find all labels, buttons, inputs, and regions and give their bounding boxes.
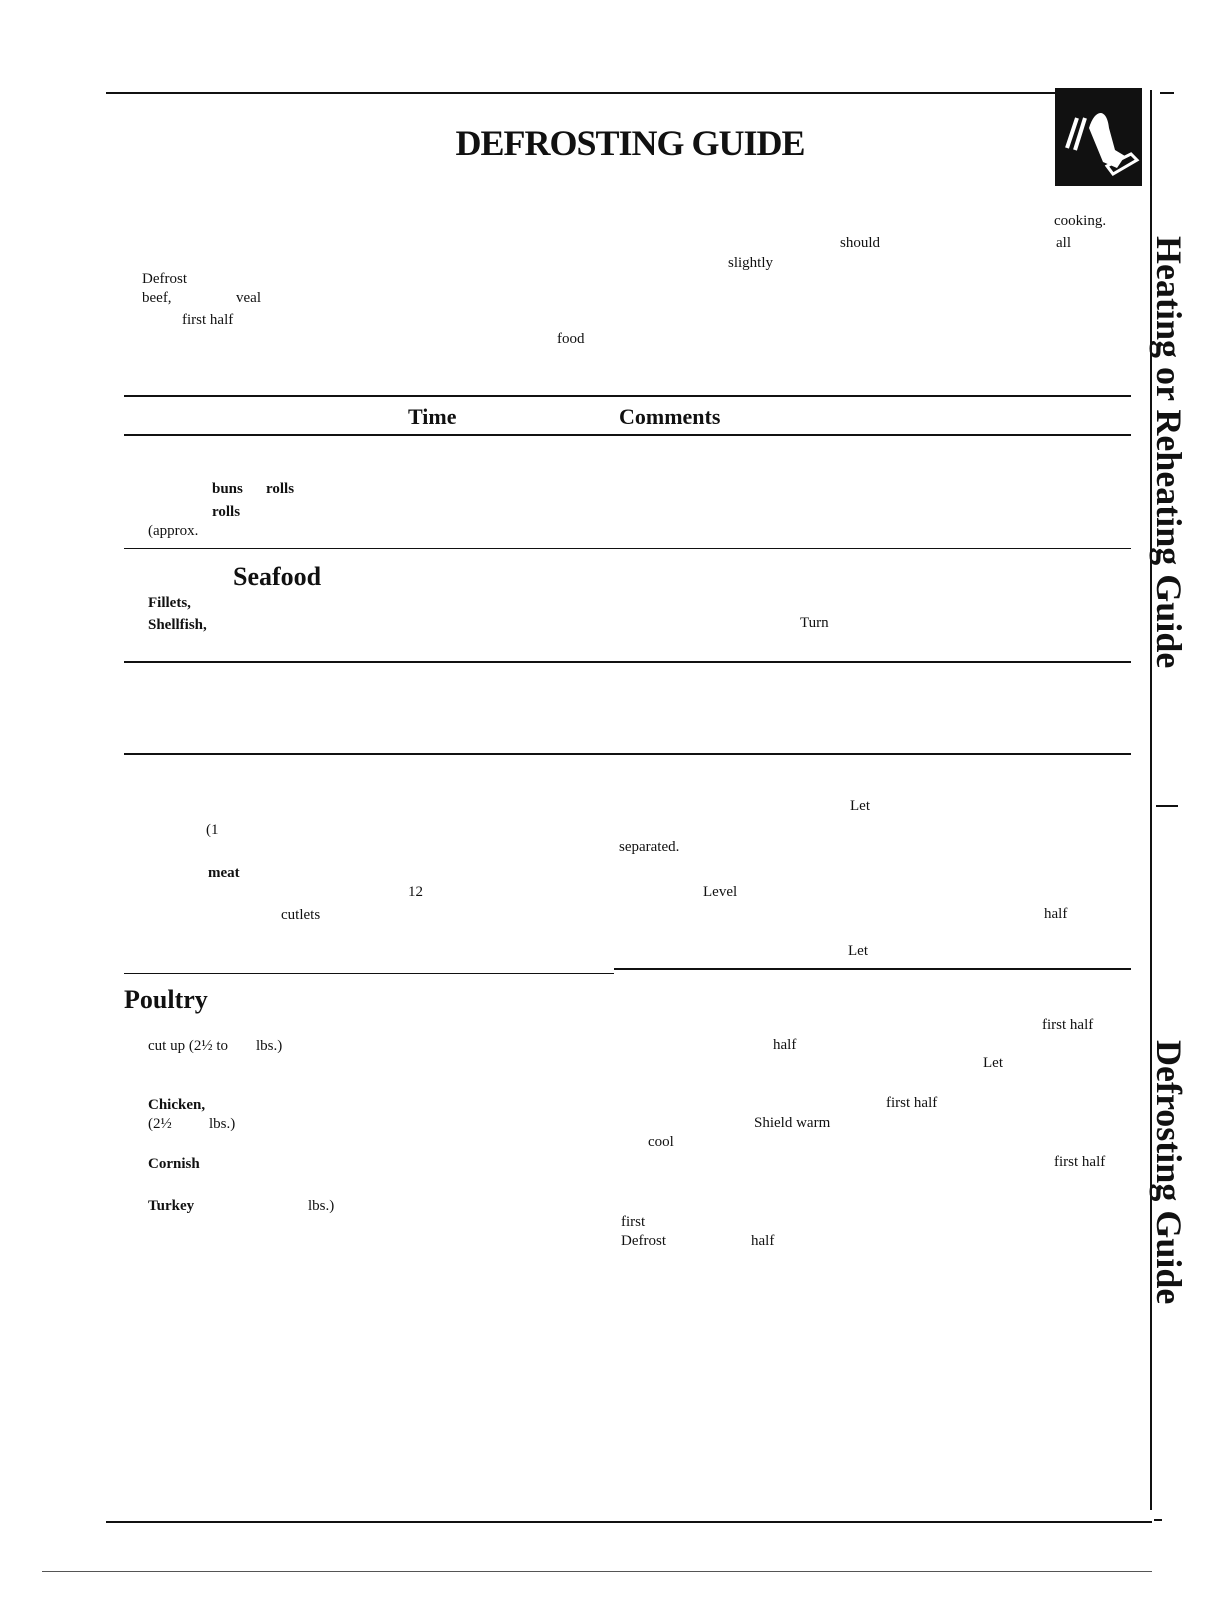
side-tab-defrosting-guide: Defrosting Guide [1149,1040,1189,1305]
intro-all: all [1056,235,1071,251]
poultry-two-half: (2½ [148,1116,172,1132]
top-rule [106,92,1056,94]
meat-separated: separated. [619,839,680,855]
poultry-let: Let [983,1055,1003,1071]
bottom-rule [106,1521,1152,1523]
seafood-heading: Seafood [233,562,322,591]
intro-defrost: Defrost [142,271,187,287]
seafood-shellfish: Shellfish, [148,617,207,633]
meat-paren-1: (1 [206,822,219,838]
intro-beef: beef, [142,290,172,306]
poultry-half-2: half [751,1233,775,1249]
meat-top-rule [124,753,1131,755]
poultry-half: half [773,1037,797,1053]
seafood-fillets: Fillets, [148,595,191,611]
table-header-top-rule [124,395,1131,397]
meat-level: Level [703,884,738,900]
intro-cooking: cooking. [1054,213,1107,229]
poultry-lbs-2: lbs.) [209,1116,236,1132]
poultry-first-half-2: first half [886,1095,938,1111]
side-tab-heating-guide: Heating or Reheating Guide [1149,236,1189,669]
poultry-turkey: Turkey [148,1198,195,1214]
table-header-bottom-rule [124,434,1131,436]
poultry-first-half-1: first half [1042,1017,1094,1033]
poultry-cool: cool [648,1134,674,1150]
page-footer-rule [42,1571,1152,1572]
poultry-cut-up: cut up (2½ to [148,1038,228,1054]
intro-first-half: first half [182,312,234,328]
meat-let: Let [850,798,870,814]
bottom-right-tick [1154,1519,1162,1521]
breads-approx: (approx. [148,523,199,539]
poultry-first-half-3: first half [1054,1154,1106,1170]
column-header-time: Time [408,404,457,429]
meat-half: half [1044,906,1068,922]
poultry-cornish: Cornish [148,1156,200,1172]
poultry-shield-warm: Shield warm [754,1115,831,1131]
breads-buns: buns [212,481,243,497]
poultry-defrost: Defrost [621,1233,666,1249]
meat-cutlets: cutlets [281,907,321,923]
side-tab-mark [1156,805,1178,807]
seafood-bottom-rule [124,661,1131,663]
intro-food: food [557,331,585,347]
breads-rolls: rolls [266,481,295,497]
poultry-chicken: Chicken, [148,1097,206,1113]
seafood-turn: Turn [800,615,829,631]
breads-rolls-2: rolls [212,504,241,520]
top-right-tick [1160,92,1174,94]
poultry-first: first [621,1214,646,1230]
intro-slightly: slightly [728,255,774,271]
meat-bottom-rule-left [124,973,614,974]
intro-veal: veal [236,290,261,306]
poultry-heading: Poultry [124,985,208,1014]
meat-bottom-rule-right [614,968,1131,970]
page-title: DEFROSTING GUIDE [455,123,805,163]
column-header-comments: Comments [619,404,721,429]
meat-let-2: Let [848,943,868,959]
intro-should: should [840,235,881,251]
poultry-lbs-1: lbs.) [256,1038,283,1054]
meat-meat: meat [208,865,240,881]
poultry-lbs-3: lbs.) [308,1198,335,1214]
meat-twelve: 12 [408,884,423,900]
breads-bottom-rule [124,548,1131,549]
